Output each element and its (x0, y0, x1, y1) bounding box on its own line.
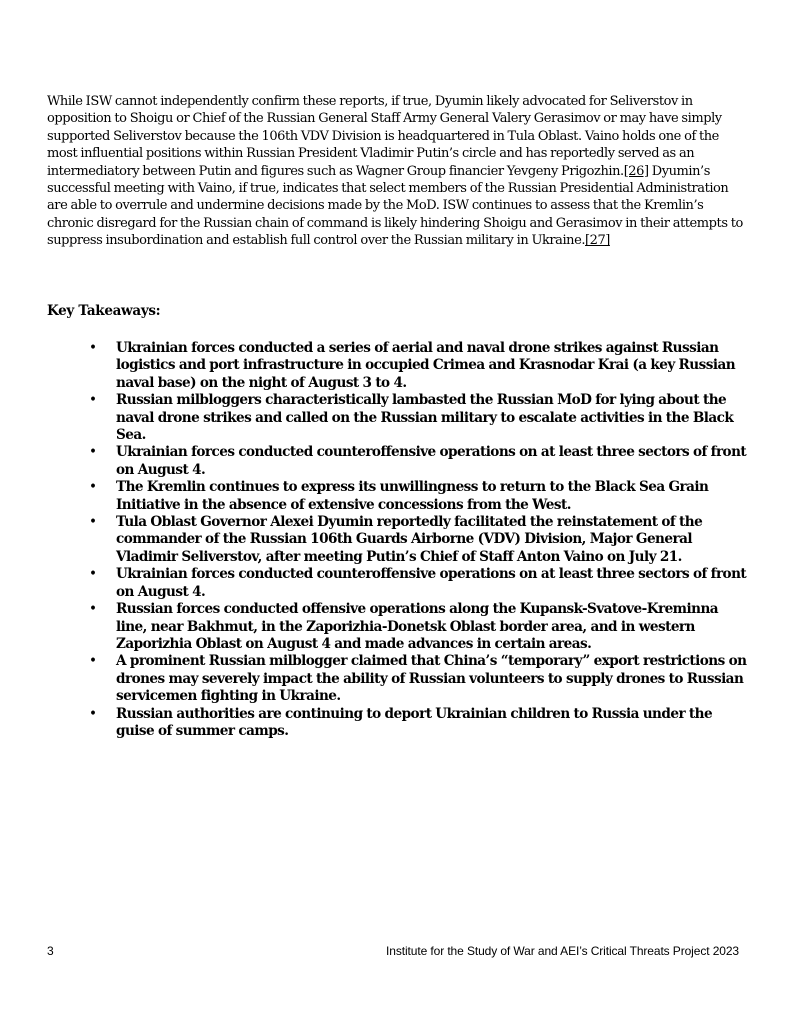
page-number: 3 (47, 944, 54, 958)
footnote-link-26[interactable]: [26] (623, 163, 649, 179)
intro-paragraph (47, 93, 747, 250)
key-takeaways-list (89, 340, 749, 740)
intro-text-part-2: Dyumin’s successful meeting with Vaino, if true, indicates that select members of the Russian Presidential Administration are able to overrule and undermine decisions made by the MoD. ISW continues to assess that the Kremlin’s chronic disregard for the Russian chain of command is likely hindering Shoigu and Gerasimov in their attempts to suppress insubordination and establish full control over the Russian military in Ukraine. (47, 163, 743, 249)
takeaway-item (89, 601, 749, 653)
takeaway-item (89, 653, 749, 705)
takeaway-item (89, 392, 749, 444)
takeaway-text: Ukrainian forces conducted a series of aerial and naval drone strikes against Russian logistics and port infrastructure in occupied Crimea and Krasnodar Krai (a key Russian naval base) on the night of August 3 to 4. (116, 340, 736, 391)
takeaway-text: A prominent Russian milblogger claimed that China’s “temporary” export restrictions on drones may severely impact the ability of Russian volunteers to supply drones to Russian servicemen fighting in Ukraine. (116, 653, 747, 705)
takeaway-item (89, 479, 749, 514)
takeaway-item (89, 706, 749, 741)
takeaway-text: Ukrainian forces conducted counteroffensive operations on at least three sectors of front on August 4. (116, 444, 747, 478)
takeaway-item (89, 514, 749, 566)
takeaway-text: Russian milbloggers characteristically lambasted the Russian MoD for lying about the naval drone strikes and called on the Russian military to escalate activities in the Black Sea. (116, 392, 734, 444)
bullet-icon: • (89, 340, 97, 356)
takeaway-item (89, 340, 749, 392)
takeaway-text: The Kremlin continues to express its unwillingness to return to the Black Sea Grain Initiative in the absence of extensive concessions from the West. (116, 479, 709, 513)
footer-credit: Institute for the Study of War and AEI’s Critical Threats Project 2023 (386, 944, 739, 958)
takeaway-text: Russian authorities are continuing to deport Ukrainian children to Russia under the guise of summer camps. (116, 705, 713, 739)
takeaway-text: Tula Oblast Governor Alexei Dyumin reportedly facilitated the reinstatement of the commander of the Russian 106th Guards Airborne (VDV) Division, Major General Vladimir Seliverstov, after meeting Putin’s Chief of Staff Anton Vaino on July 21. (116, 514, 703, 565)
bullet-icon: • (89, 601, 97, 618)
intro-text-part-1: While ISW cannot independently confirm these reports, if true, Dyumin likely advocated for Seliverstov in opposition to Shoigu or Chief of the Russian General Staff Army General Valery Gerasimov or may have simply supported Seliverstov because the 106th VDV Division is headquartered in Tula Oblast. Vaino holds one of the most influential positions within Russian President Vladimir Putin’s circle and has reportedly served as an intermediatory between Putin and figures such as Wagner Group financier Yevgeny Prigozhin. (47, 94, 722, 179)
takeaway-text: Ukrainian forces conducted counteroffensive operations on at least three sectors of front on August 4. (116, 566, 747, 600)
takeaway-text: Russian forces conducted offensive operations along the Kupansk-Svatove-Kreminna line, near Bakhmut, in the Zaporizhia-Donetsk Oblast border area, and in western Zaporizhia Oblast on August 4 and made advances in certain areas. (116, 601, 719, 652)
footnote-link-27[interactable]: [27] (585, 233, 610, 249)
takeaway-item (89, 566, 749, 601)
bullet-icon: • (89, 444, 97, 461)
bullet-icon: • (89, 392, 97, 409)
takeaway-item (89, 444, 749, 479)
bullet-icon: • (89, 653, 97, 670)
bullet-icon: • (89, 705, 97, 722)
bullet-icon: • (89, 479, 97, 496)
bullet-icon: • (89, 514, 97, 531)
key-takeaways-heading: Key Takeaways: (47, 303, 161, 319)
bullet-icon: • (89, 566, 97, 583)
